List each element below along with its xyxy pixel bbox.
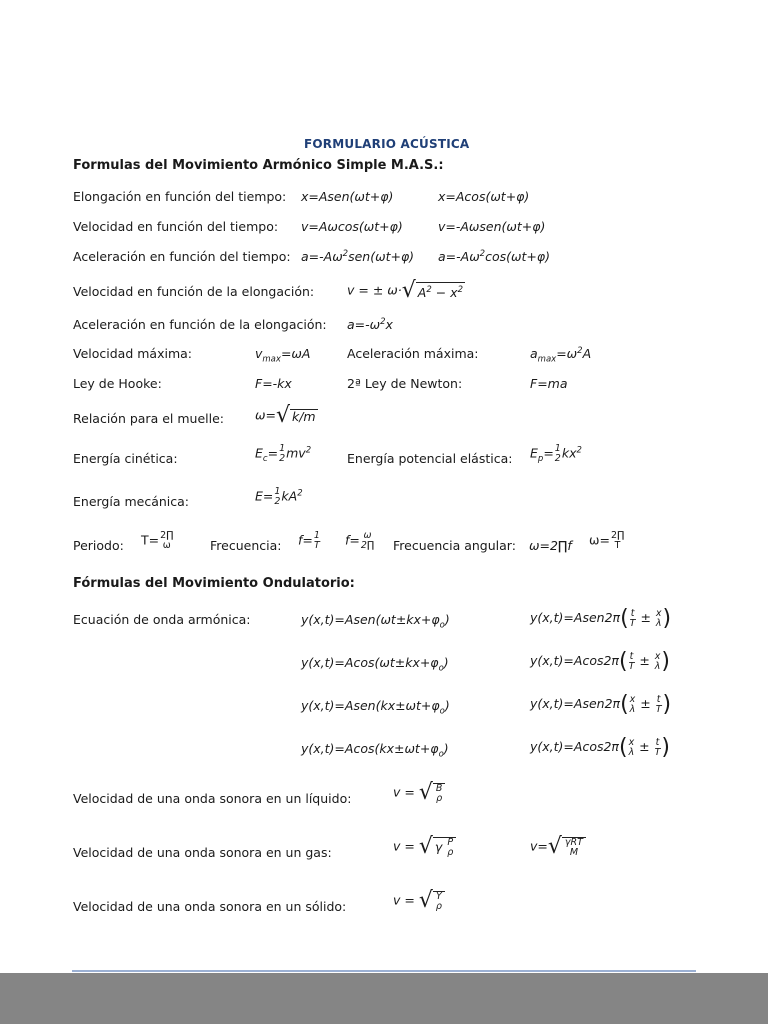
label-vel-solido: Velocidad de una onda sonora en un sólido:	[73, 899, 347, 914]
formula-v-liquido: v = √ B ρ	[393, 782, 445, 804]
page-title: FORMULARIO ACÚSTICA	[304, 137, 470, 151]
formula-v-gas-2: v= √ γRT M	[530, 836, 586, 858]
formula-v-solido: v = √ Y ρ	[393, 890, 445, 912]
label-ecuacion-onda: Ecuación de onda armónica:	[73, 612, 251, 627]
formula-a-cos: $a=-A\omega^2\cos(\omega t+\varphi)$	[438, 249, 550, 265]
formula-v-elongacion: v = ± ω· √ $A^2 - x^2$	[347, 278, 463, 303]
formula-y4b: y(x,t)=Acos2π( x λ ± t T )	[530, 735, 671, 760]
label-ley-hooke: Ley de Hooke:	[73, 376, 162, 391]
formula-x-cos: x=Acos(ωt+φ)	[438, 189, 530, 204]
formula-ec: $E_c=$ 1 2 $mv^2$	[255, 443, 312, 464]
formula-ep: $E_p=$ 1 2 $kx^2$	[530, 443, 582, 464]
formula-v-sen: v=-Aωsen(ωt+φ)	[438, 219, 546, 234]
formula-a-elongacion: $a=-\omega^2x$	[347, 317, 393, 333]
formula-frecuencia-2: f= ω 2∏	[345, 530, 375, 551]
label-vel-liquido: Velocidad de una onda sonora en un líquido:	[73, 791, 352, 806]
label-velocidad-elongacion: Velocidad en función de la elongación:	[73, 284, 315, 299]
label-periodo: Periodo:	[73, 538, 124, 553]
formula-frecuencia-1: f= 1 T	[298, 530, 320, 551]
viewer-footer-bar	[0, 973, 768, 1024]
formula-periodo: T= 2∏ ω	[141, 530, 174, 551]
formula-y2b: y(x,t)=Acos2π( t T ± x λ )	[530, 649, 671, 674]
label-aceleracion-elongacion: Aceleración en función de la elongación:	[73, 317, 327, 332]
label-aceleracion-maxima: Aceleración máxima:	[347, 346, 479, 361]
label-ley-newton: 2ª Ley de Newton:	[347, 376, 463, 391]
label-vel-gas: Velocidad de una onda sonora en un gas:	[73, 845, 332, 860]
formula-vmax: $v_{max}=\omega A$	[255, 346, 311, 365]
formula-omega-1: ω=2∏f	[529, 538, 572, 553]
formula-y1b: y(x,t)=Asen2π( t T ± x λ )	[530, 606, 672, 631]
formula-y3: $y(x,t)=Asen(kx\pm\omega t+\varphi_o)$	[301, 698, 450, 717]
formula-y1: $y(x,t)=Asen(\omega t\pm kx+\varphi_o)$	[301, 612, 450, 631]
formula-y4: $y(x,t)=Acos(kx\pm\omega t+\varphi_o)$	[301, 741, 449, 760]
label-frecuencia: Frecuencia:	[210, 538, 282, 553]
formula-y2: $y(x,t)=Acos(\omega t\pm kx+\varphi_o)$	[301, 655, 449, 674]
formula-a-sen: $a=-A\omega^2sen(\omega t+\varphi)$	[301, 249, 415, 265]
formula-v-gas-1: v = √ γ P ρ	[393, 836, 456, 858]
label-energia-cinetica: Energía cinética:	[73, 451, 178, 466]
section-heading-mas: Formulas del Movimiento Armónico Simple M.A.S.:	[73, 158, 444, 173]
label-relacion-muelle: Relación para el muelle:	[73, 411, 224, 426]
label-aceleracion-tiempo: Aceleración en función del tiempo:	[73, 249, 291, 264]
formula-x-sen: x=Asen(ωt+φ)	[301, 189, 394, 204]
formula-omega-2: ω= 2∏ T	[589, 530, 625, 551]
label-elongacion-tiempo: Elongación en función del tiempo:	[73, 189, 287, 204]
label-frecuencia-angular: Frecuencia angular:	[393, 538, 516, 553]
formula-y3b: y(x,t)=Asen2π( x λ ± t T )	[530, 692, 672, 717]
formula-newton: F=ma	[530, 376, 568, 391]
label-energia-potencial: Energía potencial elástica:	[347, 451, 513, 466]
formula-em: E= 1 2 $kA^2$	[255, 486, 303, 507]
label-velocidad-maxima: Velocidad máxima:	[73, 346, 192, 361]
label-energia-mecanica: Energía mecánica:	[73, 494, 190, 509]
label-velocidad-tiempo: Velocidad en función del tiempo:	[73, 219, 279, 234]
formula-v-cos: v=Aωcos(ωt+φ)	[301, 219, 403, 234]
formula-hooke: F=-kx	[255, 376, 292, 391]
formula-amax: $a_{max}=\omega^2A$	[530, 346, 592, 365]
formula-muelle: ω= √ k/m	[255, 403, 316, 428]
page-bottom-rule	[72, 970, 696, 972]
section-heading-ondulatorio: Fórmulas del Movimiento Ondulatorio:	[73, 576, 355, 591]
